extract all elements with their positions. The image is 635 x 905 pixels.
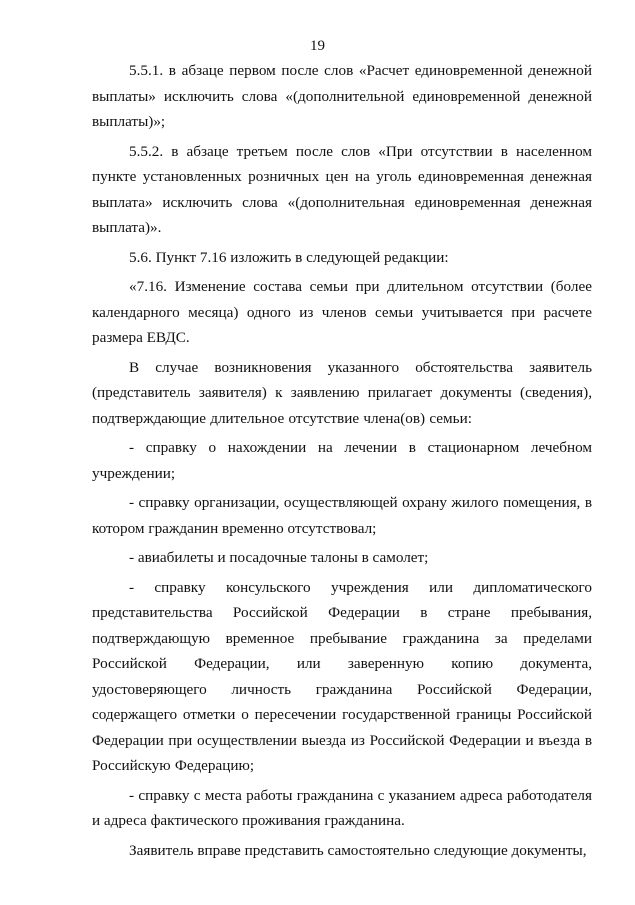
list-item-medical-certificate: - справку о нахождении на лечении в стационарном лечебном учреждении; [92,439,592,482]
paragraph-5-6: 5.6. Пункт 7.16 изложить в следующей редакции: [129,248,449,266]
list-item-work-certificate: - справку с места работы гражданина с указанием адреса работодателя и адреса фактического проживания гражданина. [92,786,592,829]
paragraph-applicant-rights: Заявитель вправе представить самостоятельно следующие документы, [129,841,587,859]
paragraph-case-condition: В случае возникновения указанного обстоятельства заявитель (представитель заявителя) к заявлению прилагает документы (сведения), подтверждающие длительное отсутствие члена(ов) семьи: [92,358,592,427]
paragraph-7-16: «7.16. Изменение состава семьи при длительном отсутствии (более календарного месяца) одного из членов семьи учитывается при расчете размера ЕВДС. [92,278,592,346]
list-item-air-tickets: - авиабилеты и посадочные талоны в самолет; [129,549,429,566]
page-number: 19 [310,38,325,54]
paragraph-5-5-1: 5.5.1. в абзаце первом после слов «Расчет единовременной денежной выплаты» исключить слова «(дополнительной единовременной денежной выплаты)»; [92,62,592,130]
document-body [92,58,592,867]
list-item-consular-certificate: - справку консульского учреждения или дипломатического представительства Российской Федерации в стране пребывания, подтверждающую временное пребывание гражданина за пределами Российской Федерации, или заверенную копию документа, удостоверяющего личность гражданина Российской Федерации, содержащего отметки о пересечении государственной границы Российской Федерации при осуществлении выезда из Российской Федерации и въезда в Российскую Федерацию; [92,578,592,774]
list-item-security-certificate: - справку организации, осуществляющей охрану жилого помещения, в котором гражданин временно отсутствовал; [92,494,592,537]
paragraph-5-5-2: 5.5.2. в абзаце третьем после слов «При отсутствии в населенном пункте установленных розничных цен на уголь единовременная денежная выплата» исключить слова «(дополнительная единовременная денежная выплата)». [92,142,592,236]
